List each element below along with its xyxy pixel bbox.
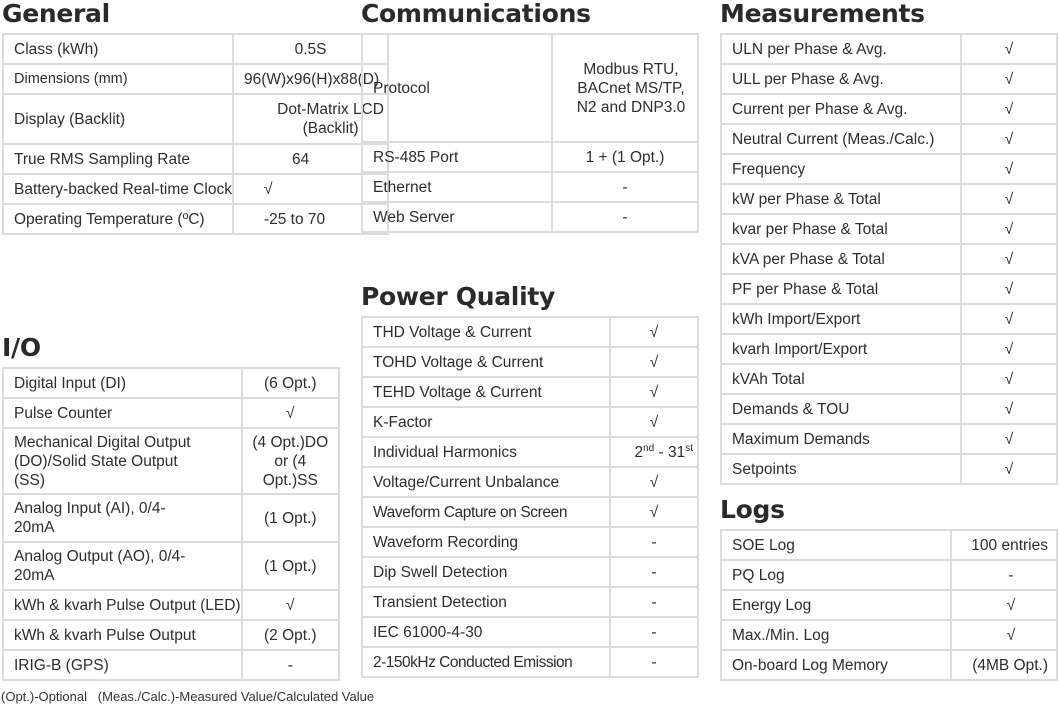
table-row — [721, 124, 1057, 154]
table-row — [721, 560, 1057, 590]
row-value: 1 + (1 Opt.) — [552, 142, 698, 172]
table-row — [3, 620, 339, 650]
check-icon: √ — [961, 304, 1057, 334]
row-label: kvarh Import/Export — [721, 334, 961, 364]
table-row — [721, 94, 1057, 124]
row-label: Protocol — [362, 34, 552, 142]
row-value: (1 Opt.) — [242, 542, 339, 590]
row-label: kWh & kvarh Pulse Output (LED) — [3, 590, 242, 620]
row-label: PQ Log — [721, 560, 951, 590]
check-icon: √ — [961, 364, 1057, 394]
row-label: Analog Input (AI), 0/4-20mA — [3, 494, 242, 542]
table-row — [362, 557, 698, 587]
row-label: Energy Log — [721, 590, 951, 620]
row-label: kWh & kvarh Pulse Output — [3, 620, 242, 650]
row-value: 96(W)x96(H)x88(D) — [233, 64, 388, 94]
row-value: - — [552, 172, 698, 202]
row-value: - — [610, 647, 698, 677]
table-row — [3, 368, 339, 398]
table-row — [3, 428, 339, 494]
check-icon: √ — [961, 334, 1057, 364]
row-label: Mechanical Digital Output (DO)/Solid State Output (SS) — [3, 428, 242, 494]
check-icon: √ — [961, 124, 1057, 154]
table-row — [3, 144, 388, 174]
check-icon: √ — [961, 154, 1057, 184]
measurements-table — [720, 33, 1058, 485]
table-row — [721, 64, 1057, 94]
table-row — [3, 64, 388, 94]
row-label: SOE Log — [721, 530, 951, 560]
table-row — [362, 377, 698, 407]
row-value: - — [951, 560, 1057, 590]
table-row — [3, 174, 388, 204]
table-row — [721, 650, 1057, 680]
logs-heading: Logs — [720, 495, 785, 524]
table-row — [721, 274, 1057, 304]
row-label: ULN per Phase & Avg. — [721, 34, 961, 64]
table-row — [362, 142, 698, 172]
general-table — [2, 33, 389, 235]
row-value: 64 — [233, 144, 388, 174]
table-row — [721, 424, 1057, 454]
row-label: kVA per Phase & Total — [721, 244, 961, 274]
row-value: 0.5S — [233, 34, 388, 64]
table-row — [721, 364, 1057, 394]
row-label: PF per Phase & Total — [721, 274, 961, 304]
table-row — [721, 590, 1057, 620]
measurements-heading: Measurements — [720, 0, 925, 28]
row-value: (4 Opt.)DO or (4 Opt.)SS — [242, 428, 339, 494]
check-icon: √ — [610, 377, 698, 407]
row-value: 100 entries — [951, 530, 1057, 560]
table-row — [721, 394, 1057, 424]
row-label: Demands & TOU — [721, 394, 961, 424]
table-row — [721, 34, 1057, 64]
logs-table — [720, 529, 1058, 681]
table-row — [362, 172, 698, 202]
row-label: RS-485 Port — [362, 142, 552, 172]
check-icon: √ — [961, 424, 1057, 454]
row-label: Analog Output (AO), 0/4-20mA — [3, 542, 242, 590]
communications-table — [361, 33, 699, 233]
row-value: - — [242, 650, 339, 680]
table-row — [3, 590, 339, 620]
check-icon: √ — [961, 454, 1057, 484]
row-label: kWh Import/Export — [721, 304, 961, 334]
harmonics-separator: - — [654, 443, 668, 461]
row-label: Waveform Capture on Screen — [362, 497, 610, 527]
table-row — [721, 154, 1057, 184]
power-quality-heading: Power Quality — [361, 282, 555, 311]
harmonics-from: 2 — [634, 443, 644, 461]
row-label: Voltage/Current Unbalance — [362, 467, 610, 497]
general-section — [2, 0, 384, 235]
harmonics-to: 31 — [667, 443, 686, 461]
row-label: Display (Backlit) — [3, 94, 233, 144]
row-label: TOHD Voltage & Current — [362, 347, 610, 377]
check-icon: √ — [610, 497, 698, 527]
row-value: - — [610, 527, 698, 557]
row-value-text: Dot-Matrix LCD (Backlit) — [277, 101, 384, 137]
row-value: (6 Opt.) — [242, 368, 339, 398]
check-icon: √ — [961, 184, 1057, 214]
table-row — [362, 437, 698, 467]
row-label: IRIG-B (GPS) — [3, 650, 242, 680]
check-icon: √ — [610, 317, 698, 347]
row-label: Setpoints — [721, 454, 961, 484]
row-value: (4MB Opt.) — [951, 650, 1057, 680]
check-icon: √ — [961, 274, 1057, 304]
check-icon: √ — [610, 467, 698, 497]
footnote: (Opt.)-Optional (Meas./Calc.)-Measured Value/Calculated Value — [1, 689, 375, 704]
row-label: kvar per Phase & Total — [721, 214, 961, 244]
row-label: kW per Phase & Total — [721, 184, 961, 214]
row-value: - — [610, 557, 698, 587]
row-label: Web Server — [362, 202, 552, 232]
harmonics-range-value — [610, 437, 698, 467]
io-table — [2, 367, 340, 681]
row-label: Transient Detection — [362, 587, 610, 617]
row-label: IEC 61000-4-30 — [362, 617, 610, 647]
table-row — [721, 214, 1057, 244]
check-icon: √ — [242, 590, 339, 620]
table-row — [721, 244, 1057, 274]
table-row — [362, 587, 698, 617]
row-label: ULL per Phase & Avg. — [721, 64, 961, 94]
check-icon: √ — [961, 34, 1057, 64]
power-quality-section — [361, 283, 699, 678]
row-label: THD Voltage & Current — [362, 317, 610, 347]
power-quality-table — [361, 316, 699, 678]
check-icon: √ — [610, 407, 698, 437]
row-label: Individual Harmonics — [362, 437, 610, 467]
row-label: Ethernet — [362, 172, 552, 202]
row-value: -25 to 70 — [233, 204, 388, 234]
row-label: TEHD Voltage & Current — [362, 377, 610, 407]
communications-heading: Communications — [361, 0, 591, 28]
harmonics-to-suffix: st — [685, 442, 693, 454]
table-row — [721, 184, 1057, 214]
table-row — [3, 204, 388, 234]
table-row — [362, 202, 698, 232]
table-row — [362, 34, 698, 142]
row-label: Operating Temperature (ºC) — [3, 204, 233, 234]
row-label: On-board Log Memory — [721, 650, 951, 680]
row-label: 2-150kHz Conducted Emission — [362, 647, 610, 677]
row-value: - — [610, 617, 698, 647]
row-value: Modbus RTU, BACnet MS/TP, N2 and DNP3.0 — [552, 34, 698, 142]
check-icon: √ — [951, 590, 1057, 620]
harmonics-from-suffix: nd — [643, 442, 655, 454]
check-icon: √ — [961, 94, 1057, 124]
io-section — [2, 334, 340, 681]
check-icon: √ — [951, 620, 1057, 650]
general-heading: General — [2, 0, 110, 28]
check-icon: √ — [233, 174, 388, 204]
table-row — [362, 467, 698, 497]
table-row — [3, 34, 388, 64]
row-label: Maximum Demands — [721, 424, 961, 454]
row-label: Dip Swell Detection — [362, 557, 610, 587]
row-label: Current per Phase & Avg. — [721, 94, 961, 124]
table-row — [362, 647, 698, 677]
table-row — [721, 304, 1057, 334]
check-icon: √ — [961, 394, 1057, 424]
measurements-section — [720, 0, 1058, 485]
table-row — [362, 317, 698, 347]
check-icon: √ — [610, 347, 698, 377]
table-row — [3, 650, 339, 680]
row-label: Digital Input (DI) — [3, 368, 242, 398]
row-label: Class (kWh) — [3, 34, 233, 64]
table-row — [3, 542, 339, 590]
table-row — [3, 94, 388, 144]
table-row — [362, 347, 698, 377]
table-row — [721, 334, 1057, 364]
row-label: Dimensions (mm) — [3, 64, 233, 94]
check-icon: √ — [961, 64, 1057, 94]
row-label: kVAh Total — [721, 364, 961, 394]
table-row — [362, 527, 698, 557]
row-value: (2 Opt.) — [242, 620, 339, 650]
communications-section — [361, 0, 699, 233]
row-label: Battery-backed Real-time Clock — [3, 174, 233, 204]
logs-section — [720, 496, 1058, 681]
table-row — [362, 497, 698, 527]
row-label: Waveform Recording — [362, 527, 610, 557]
row-value: (1 Opt.) — [242, 494, 339, 542]
table-row — [721, 454, 1057, 484]
table-row — [721, 530, 1057, 560]
table-row — [362, 407, 698, 437]
table-row — [3, 494, 339, 542]
table-row — [721, 620, 1057, 650]
row-label: Max./Min. Log — [721, 620, 951, 650]
table-row — [362, 617, 698, 647]
row-label: True RMS Sampling Rate — [3, 144, 233, 174]
row-label: Frequency — [721, 154, 961, 184]
check-icon: √ — [242, 398, 339, 428]
check-icon: √ — [961, 214, 1057, 244]
table-row — [3, 398, 339, 428]
row-value: - — [610, 587, 698, 617]
row-label: K-Factor — [362, 407, 610, 437]
row-label: Pulse Counter — [3, 398, 242, 428]
row-label: Neutral Current (Meas./Calc.) — [721, 124, 961, 154]
io-heading: I/O — [2, 333, 41, 362]
row-value: - — [552, 202, 698, 232]
check-icon: √ — [961, 244, 1057, 274]
